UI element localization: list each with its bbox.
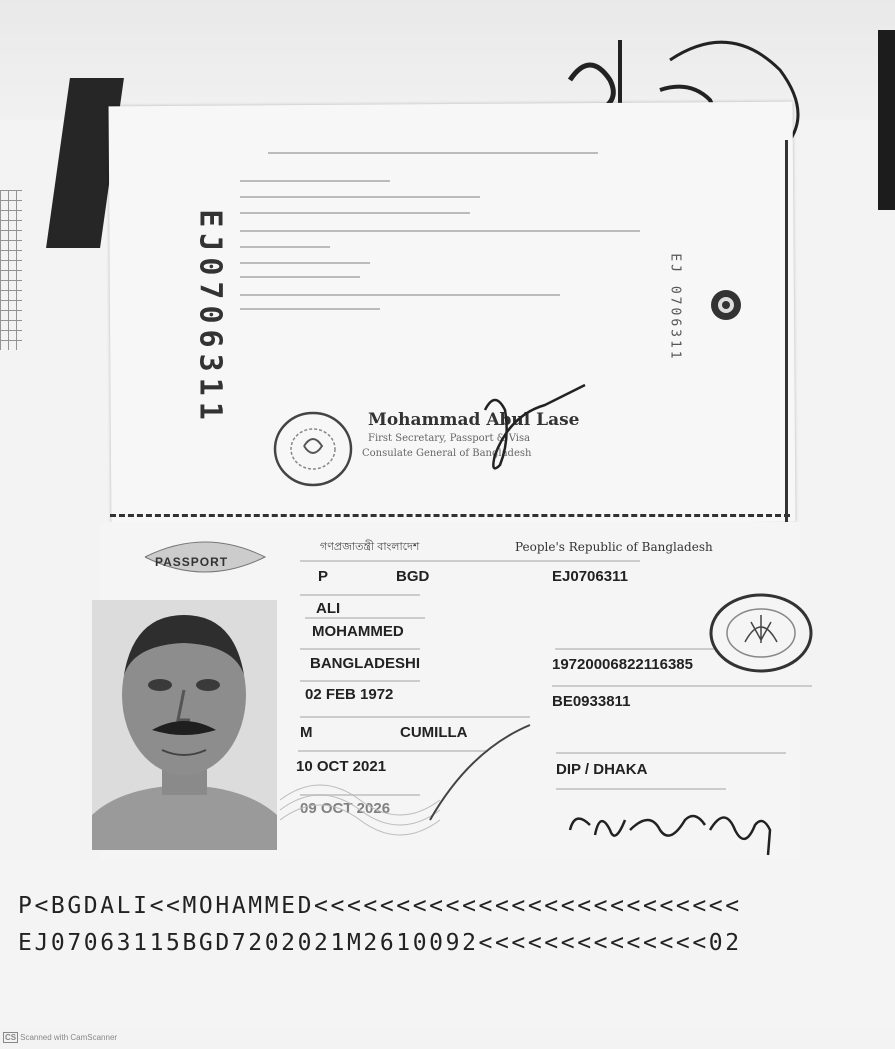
stroke-mark [410,720,540,830]
signatory-title: First Secretary, Passport & Visa [368,433,531,444]
personal-number: 19720006822116385 [552,656,693,673]
page-edge-line [785,140,788,525]
camscanner-logo-icon: CS [5,1033,17,1042]
background-dark-edge [878,30,895,210]
signature-scribble [465,380,595,480]
sex: M [300,724,313,741]
country-code: BGD [396,568,430,585]
surname: ALI [316,600,341,617]
passport-number: EJ0706311 [552,568,628,585]
date-of-issue: 10 OCT 2021 [296,758,387,775]
country-title-bangla: গণপ্রজাতন্ত্রী বাংলাদেশ [320,541,420,553]
passport-word: PASSPORT [155,555,229,569]
issuing-authority: DIP / DHAKA [556,761,648,778]
date-of-expiry: 09 OCT 2026 [300,800,391,817]
scanner-watermark [3,1032,117,1043]
perforated-passport-number: EJ0706311 [192,209,228,426]
side-passport-number: EJ 0706311 [667,253,683,362]
place-of-birth: CUMILLA [400,724,468,741]
hologram-icon [708,287,744,323]
holder-signature [560,800,790,860]
background-grid-paper [0,190,22,350]
mrz-line-1: P<BGDALI<<MOHAMMED<<<<<<<<<<<<<<<<<<<<<<<<<< [18,893,742,919]
document-type-code: P [318,568,329,585]
holder-photo [92,600,277,850]
signatory-name: Mohammad Abul Lase [368,410,580,430]
emblem-stamp [705,590,817,676]
country-title: People's Republic of Bangladesh [515,540,713,554]
date-of-birth: 02 FEB 1972 [305,686,394,703]
previous-passport-number: BE0933811 [552,693,631,710]
perforation-line [110,514,790,517]
scanner-watermark-text: Scanned with CamScanner [20,1033,118,1042]
nationality: BANGLADESHI [310,655,421,672]
mrz-line-2: EJ07063115BGD7202021M2610092<<<<<<<<<<<<<<02 [18,930,742,956]
official-seal-stamp [272,410,354,488]
given-name: MOHAMMED [312,623,404,640]
signatory-office: Consulate General of Bangladesh [362,448,532,459]
